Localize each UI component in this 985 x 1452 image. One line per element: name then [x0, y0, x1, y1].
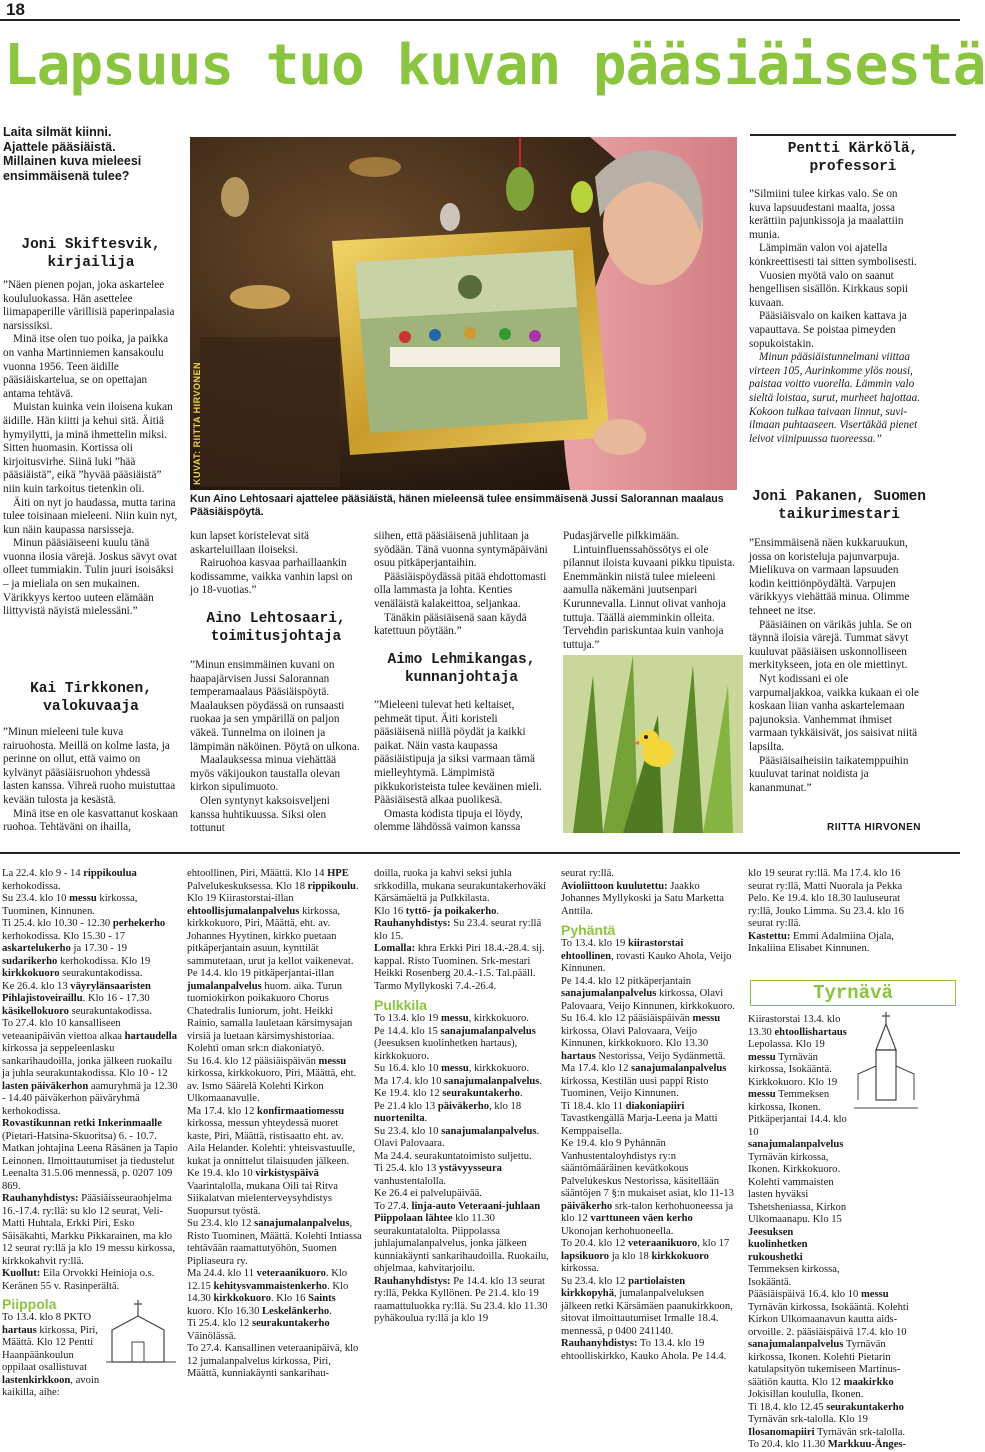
- article-text-col2b: [190, 659, 362, 836]
- listing-entry: Lomalla: khra Erkki Piri 18.4.-28.4. sij. kappal. Risto Tuominen. Srk-mestari Heikki Rosenberg 20.4.-1.5. Tal.pääll. Tarmo Myllykoski 7.4.-26.4.: [374, 943, 545, 992]
- article-text-col5b: [749, 537, 921, 795]
- article-text-col2a: [190, 530, 362, 598]
- paragraph: ”Minun mieleeni tule kuva rairuohosta. Meillä on kolme lasta, ja perinne on ollut, että vaimo on kylvänyt pääsiäisruohon yhdessä lasten kanssa. Vihreä ruoho muistuttaa kevään tulosta ja kesästä.: [3, 726, 176, 806]
- paragraph: Pudasjärvelle pilkkimään.: [563, 530, 680, 542]
- listing-entry: Ke 26.4 ei palvelupäivää.: [374, 1188, 482, 1199]
- paragraph: Minun pääsiäiseeni kuulu tänä vuonna ilosia värejä. Joskus sävyt ovat olleet tummiakin. Tulin juuri isoisäksi – ja mieliala on sen mukainen. Värikkyys kertoo uuteen elämään liittyvistä näyistä mielessäni.”: [3, 537, 177, 618]
- church-illustration: [104, 1296, 178, 1362]
- paragraph: ”Ensimmäisenä näen kukkaruukun, jossa on koristeluja pajunvarpuja. Mielikuva on varmaan lapsuuden kodin keittiönpöydältä. Varpujen värikkyys viehättää minua. Olimme tehneet ne itse.: [749, 537, 910, 617]
- listings-col4: [561, 868, 737, 1363]
- listings-rule: [0, 852, 960, 854]
- listing-entry: Kiirastorstai 13.4. klo 13.30 ehtoollishartaus Lepolassa. Klo 19 messu Tyrnävän kirkossa, Isokääntä. Kirkkokuoro. Klo 19 messu Temmeksen kirkossa, Ikonen. Pitkäperjantai 14.4. klo 10 sanajumalanpalvelus Tyrnävän kirkossa, Ikonen. Kirkkokuoro. Kolehti vammaisten lasten hyväksi Tshetsheniassa, Kirkon Ulkomaanapu. Klo 15 Jeesuksen kuolinhetken rukoushetki Temmeksen kirkossa, Isokääntä.: [748, 1014, 847, 1288]
- listing-entry: To 27.4. klo 10 kansalliseen veteaanipäivän viettoa alkaa hartaudella kirkossa ja seppeleenlasku sankarihaudoilla, jonka jälkeen ruokailu ja juhla seurakuntakodissa. Klo 10 - 12 lasten päiväkerhon aamuryhmä ja 12.30 - 14.40 päiväkerhon päiväryhmä kerhokodissa.: [2, 1018, 178, 1117]
- paragraph: Maalauksessa minua viehättää myös väkijoukon taustalla olevan kirkon sipulimuoto.: [190, 754, 341, 794]
- paragraph: Olen syntynyt kaksoisveljeni kanssa huhtikuussa. Siksi olen tottunut: [190, 794, 330, 835]
- article-text-col3a: [374, 530, 549, 639]
- listing-entry: klo 19 seurat ry:llä. Ma 17.4. klo 16 seurat ry:llä, Matti Nuorala ja Pekka Pelo. Ke 19.4. klo 18.30 lauluseurat ry:llä, Jouko Limma. Su 23.4. klo 16 seurat ry:llä.: [748, 868, 904, 929]
- listing-entry: To 20.4. klo 12 veteraanikuoro, klo 17 lapsikuoro ja klo 18 kirkkokuoro kirkossa.: [561, 1238, 730, 1274]
- paragraph: Minä itse olen tuo poika, ja paikka on vanha Martinniemen kansakoulu vuonna 1956. Teen äidille pääsiäiskartelua, se on opettajan antama tehtävä.: [3, 333, 169, 400]
- paragraph: Minä itse en ole kasvattanut koskaan ruohoa. Tehtäväni on ihailla,: [3, 807, 178, 834]
- photo-illustration: [190, 137, 737, 490]
- intro-line: Ajattele pääsiäistä.: [3, 139, 116, 154]
- church-icon: [104, 1296, 178, 1362]
- listing-entry: Pe 14.4. klo 15 sanajumalanpalvelus (Jeesuksen kuolinhetken hartaus), kirkkokuoro.: [374, 1025, 536, 1062]
- listings-col5a: [748, 868, 920, 956]
- listing-entry: doilla, ruoka ja kahvi seksi juhla srkkodilla, mukana seurakuntakerhoväki Kärsämäeltä ja Pulkkilasta.: [374, 868, 547, 904]
- paragraph: ”Mieleeni tulevat heti keltaiset, pehmeät tiput. Äiti koristeli pääsiäisenä niillä pöydät ja kaikki paikat. Näin vasta kaupassa pääsiäistipuja ja siksi varmaan tämä mielleyhtymä. Lämpimistä pikkukoristeista tulee keväinen mieli. Pääsiäisestä alkaa puolikesä.: [374, 699, 542, 807]
- chick-illustration: [563, 655, 743, 833]
- listings-col1: [2, 868, 180, 1293]
- paragraph: Pääsiäisvalo on kaiken kattava ja vapauttava. Se poistaa pimeyden sopukoistakin.: [749, 310, 907, 350]
- section-piippola: Piippola: [2, 1296, 57, 1312]
- intro-line: Millainen kuva mieleesi: [3, 154, 142, 168]
- listing-entry: Pääsiäispäivä 16.4. klo 10 messu Tyrnävän kirkossa, Isokääntä. Kolehti Kirkon Ulkomaanavun kautta aids-orvoille. 2. pääsiäispäivä 17.4. klo 10 sanajumalanpalvelus Tyrnävän kirkossa, Ikonen. Kolehti Pietarin katulapsityön tukemiseen Martinus-säätiön kautta. Klo 12 maakirkko Jokisillan koululla, Ikonen.: [748, 1289, 909, 1400]
- paragraph: Nyt kodissani ei ole varpumaljakkoa, vaikka kukaan ei ole koskaan liian vanha askartelemaan pajunoksia. Vanhemmat ihmiset varmaan tykkäisivät, jos saisivat niitä lapsilta.: [749, 672, 919, 753]
- top-rule: [0, 19, 960, 21]
- paragraph: Äiti on nyt jo haudassa, mutta tarina tulee toisinaan mieleeni. Niin kuin nyt, kun näin kaupassa narsisseja.: [3, 496, 178, 536]
- listings-col3: [374, 868, 550, 1326]
- article-text-col5a: [749, 188, 921, 446]
- listing-entry: Rovastikunnan retki Inkerinmaalle (Pietari-Hatsina-Skuoritsa) 6. - 10.7. Matkan johtajina Leena Räsänen ja Tapio Leinonen. Ilmoittautumiset ja tiedustelut Leenalta 31.5.06 mennessä, p. 0207 109 869.: [2, 1118, 178, 1192]
- article-text-col1a: [3, 279, 179, 619]
- byline-kai-tirkkonen: Kai Tirkkonen, valokuvaaja: [30, 681, 152, 715]
- listing-entry: Ke 19.4. klo 10 virkistyspäivä Vaarintalolla, mukana Oili tai Ritva Siikalatvan mielenterveysyhdistys Suopursut työstä.: [187, 1168, 338, 1217]
- paragraph: ”Silmiini tulee kirkas valo. Se on kuva lapsuudestani maalta, jossa kerättiin pajunkissoja ja maalattiin munia.: [749, 188, 904, 241]
- byline-joni-pakanen: Joni Pakanen, Suomen taikurimestari: [751, 489, 927, 523]
- paragraph: Muistan kuinka vein iloisena kukan äidille. Hän kiitti ja kehui sitä. Äitiä hymyilytti, ja minä ihmettelin miksi. Sitten huomasin. Kortissa oli kirjoitusvirhe. Siinä luki ”hää pääsiäistä”, eikä ”hyvää pääsiäistä” niin kuin tarkoitus tietenkin oli.: [3, 401, 173, 495]
- byline-aino-lehtosaari: Aino Lehtosaari, toimitusjohtaja: [206, 611, 346, 645]
- byline-pentti-karkola: Pentti Kärkölä, professori: [787, 141, 919, 175]
- listing-entry: Ma 24.4. klo 11 veteraanikuoro. Klo 12.15 kehitysvammaistenkerho. Klo 14.30 kirkkokuoro. Klo 16 Saints kuoro. Klo 16.30 Leskelänkerho.: [187, 1268, 349, 1317]
- listing-entry: To 27.4. Kansallinen veteraanipäivä, klo 12 jumalanpalvelus kirkossa, Piri, Määttä, kunniakäynti sankarihau-: [187, 1343, 359, 1379]
- intro-line: ensimmäisenä tulee?: [3, 168, 130, 183]
- article-text-col1b: [3, 726, 179, 835]
- listing-entry: Klo 16 tyttö- ja poikakerho.: [374, 905, 500, 917]
- listing-entry: Rauhanyhdistys: Pääsiäisseuraohjelma 16.-17.4. ry:llä: su klo 12 seurat, Veli-Matti Huhtala, Erkki Piri, Esko Säisäkahti, Markku Pikkarainen, ma klo 12 seurat ry:llä ja klo 19 messu kirkossa, kirkkokahvit ry:llä.: [2, 1193, 176, 1267]
- listing-entry: La 22.4. klo 9 - 14 rippikoulua kerhokodissa.: [2, 868, 137, 892]
- tyrnava-church-illustration: [852, 1010, 920, 1110]
- photo-caption: Kun Aino Lehtosaari ajattelee pääsiäistä, hänen mieleensä tulee ensimmäisenä Jussi Salorannan maalaus Pääsiäispöytä.: [190, 493, 724, 518]
- listing-entry: Ti 18.4. klo 12.45 seurakuntakerho Tyrnävän srk-talolla. Klo 19 Ilosanomapiiri Tyrnävän srk-talolla.: [748, 1401, 906, 1438]
- byline-joni-skiftesvik: Joni Skiftesvik, kirjailija: [21, 237, 161, 271]
- article-text-col3b: [374, 699, 549, 835]
- paragraph: Lintuinfluenssahössötys ei ole pilannut iloista kuvaani pikku tipuista. Enemmänkin niistä tulee mieleeni aamulla näkemäni juutsenpari Kurunnevalla. Linnut olivat vanhoja tuttuja. Täällä aiemminkin olleita. Tervehdin pariskuntaa kuin vanhoja tuttuja.”: [563, 543, 735, 651]
- paragraph: Omasta kodista tipuja ei löydy, olemme lähdössä vaimon kanssa: [374, 807, 523, 834]
- listings-col2: [187, 868, 362, 1381]
- byline-aimo-lehmikangas: Aimo Lehmikangas, kunnanjohtaja: [387, 652, 536, 686]
- article-text-col4: [563, 530, 743, 652]
- paragraph: Pääsiäisaiheisiin taikatemppuihin kuuluvat tarinat noidista ja kananmunat.”: [749, 754, 909, 794]
- listing-entry: Su 23.4. klo 10 sanajumalanpalvelus. Olavi Palovaara.: [374, 1125, 540, 1149]
- paragraph: Rairuohoa kasvaa parhaillaankin kodissamme, vaikka vanhin lapsi on jo 18-vuotias.”: [190, 557, 353, 597]
- listing-entry: Rauhanyhdistys: To 13.4. klo 19 ehtoolliskirkko, Kauko Ahola. Pe 14.4.: [561, 1338, 727, 1362]
- listing-entry: Su 16.4. klo 12 pääsiäispäivän messu kirkossa, kirkkokuoro, Piri, Määttä, eht. av. Ismo Säärelä Kolehti Kirkon Ulkomaanavulle.: [187, 1055, 357, 1104]
- listings-piippola: To 13.4. klo 8 PKTO hartaus kirkossa, Piri, Määttä. Klo 12 Pentti Haanpäänkoulun oppilaat osallistuvat lastenkirkkoon, avoin kaikilla, aihe:: [2, 1312, 100, 1398]
- listing-entry: Ma 24.4. seurakuntatoimisto suljettu.: [374, 1150, 532, 1162]
- listing-entry: Su 23.4. klo 12 sanajumalanpalvelus, Risto Tuominen, Määttä. Kolehti Intiassa tehtävään raamattutyöhön, Suomen Pipliaseura ry.: [187, 1218, 362, 1267]
- listing-entry: To 13.4. klo 19 messu, kirkkokuoro.: [374, 1013, 529, 1024]
- listing-entry: Ti 25.4. klo 12 seurakuntakerho Väinölässä.: [187, 1318, 330, 1342]
- listing-entry: Rauhanyhdistys: Su 23.4. seurat ry:llä klo 15.: [374, 918, 542, 942]
- section-pyhanta: Pyhäntä: [561, 922, 616, 938]
- paragraph: Tänäkin pääsiäisenä saan käydä katettuun pöytään.”: [374, 611, 527, 638]
- page-number: 18: [6, 0, 25, 19]
- intro-line: Laita silmät kiinni.: [3, 125, 112, 139]
- listing-entry: Ti 25.4. klo 13 ystävyysseura vanhustentalolla.: [374, 1163, 502, 1187]
- listing-entry: Su 23.4. klo 10 messu kirkossa, Tuominen, Kinnunen.: [2, 893, 138, 917]
- listing-entry: Ke 26.4. klo 13 väyrylänsaaristen Pihlajistoveiraillu. Klo 16 - 17.30 käsikellokuoro seurakuntakodissa.: [2, 980, 152, 1017]
- paragraph: Pääsiäispöydässä pitää ehdottomasti olla lammasta ja lohta. Kenties venäläistä kalakeittoa, seljankaa.: [374, 570, 547, 610]
- church-tower-icon: [852, 1010, 920, 1110]
- paragraph: siihen, että pääsiäisenä juhlitaan ja syödään. Tänä vuonna syntymäpäiväni osuu pitkäperjantaihin.: [374, 530, 548, 570]
- paragraph: ”Näen pienen pojan, joka askartelee koululuokassa. Hän asettelee liimapaperille värillisiä paperinpalasia narsissiksi.: [3, 279, 175, 332]
- section-pulkkila: Pulkkila: [374, 997, 427, 1013]
- listing-entry: Ke 19.4. klo 9 Pyhännän Vanhustentaloyhdistys ry:n sääntömääräinen kevätkokous Palvelukeskus Nestorissa, käsitellään sääntöjen 7 §:n mukaiset asiat, klo 11-13 päiväkerho srk-talon kerhohuoneessa ja klo 12 varttuneen väen kerho Ukonojan kerhohuoneella.: [561, 1138, 734, 1237]
- intro: [3, 125, 181, 183]
- listing-entry: Su 23.4. klo 12 partiolaisten kirkkopyhä, jumalanpalveluksen jälkeen retki Kärsämäen paanukirkkoon, sitovat ilmoittautumiset Irmalle 18.4. mennessä, p 0400 241140.: [561, 1275, 733, 1337]
- listing-entry: Pe 14.4. klo 12 pitkäperjantain sanajumalanpalvelus kirkossa, Olavi Palovaara, Veijo Kinnunen, kirkkokuoro.: [561, 975, 735, 1012]
- main-photo: [190, 137, 737, 490]
- listing-entry: Ti 18.4. klo 11 diakoniapiiri Tavastkengällä Marja-Leena ja Matti Kemppaisella.: [561, 1100, 718, 1137]
- sidebar-rule-top: [750, 134, 956, 136]
- listing-entry: Kastettu: Emmi Adalmiina Ojala, Inkaliina Elisabet Kinnunen.: [748, 930, 894, 954]
- listing-entry: Ke 19.4. klo 12 seurakuntakerho.: [374, 1088, 523, 1099]
- paragraph: Pääsiäinen on värikäs juhla. Se on täynnä iloisia värejä. Tummat sävyt kuuluvat pääsiäisen uskonnolliseen merkitykseen, jota en ole miettinyt.: [749, 618, 912, 672]
- paragraph: Minun pääsiäistunnelmani viittaa virteen 105, Aurinkomme ylös nousi, paistaa voitto vuorella. Lämmin valo sieltä loistaa, surut, murheet hajottaa. Kokoon tulkaa taivaan linnut, suvi-ilmaan puhtaaseen. Visertäkää pienet leivot viinipuussa tuoreessa.”: [749, 351, 921, 445]
- listing-entry: seurat ry:llä.: [561, 868, 614, 879]
- listing-entry: To 13.4. klo 19 kiirastorstai ehtoollinen, rovasti Kauko Ahola, Veijo Kinnunen.: [561, 938, 732, 974]
- paragraph: Lämpimän valon voi ajatella konkreettisesti tai sitten symbolisesti.: [749, 242, 917, 268]
- photo-credit: KUVAT: RIITTA HIRVONEN: [192, 362, 202, 485]
- listing-entry: Rauhanyhdistys: Pe 14.4. klo 13 seurat ry:llä, Pekka Kyllönen. Pe 21.4. klo 19 raamattuluokka ry:llä. Su 23.4. klo 11.30 pyhäkoulua ry:llä ja klo 19: [374, 1275, 548, 1324]
- paragraph: ”Minun ensimmäinen kuvani on haapajärvisen Jussi Salorannan temperamaalaus Pääsiäispöytä. Maalauksen pöydässä on runsaasti ruokaa ja sen ympärillä on paljon väkeä. Tunnelma on iloinen ja lämpimän näköinen. Pöytä on ulkona.: [190, 659, 360, 753]
- listing-entry: To 20.4. klo 11.30 Markkuu-Änges-: [748, 1439, 907, 1450]
- listing-entry: Ma 17.4. klo 12 sanajumalanpalvelus kirkossa, Kestilän uusi pappi Risto Tuominen, Veijo Kinnunen.: [561, 1063, 727, 1099]
- listing-entry: Avioliittoon kuulutettu: Jaakko Johannes Myllykoski ja Satu Marketta Anttila.: [561, 880, 725, 917]
- paragraph: kun lapset koristelevat sitä askarteluillaan iloiseksi.: [190, 530, 309, 556]
- listing-entry: Su 16.4. klo 10 messu, kirkkokuoro.: [374, 1063, 530, 1074]
- listing-entry: To 27.4. linja-auto Veteraani-juhlaan Piippolaan lähtee klo 11.30 seurakuntatalolta. Piippolassa juhlajumalanpalvelus, jonka jälkeen kunniakäynti sankarihaudoilla. Ruokailu, ohjelmaa, kahvitarjoilu.: [374, 1200, 549, 1274]
- listing-entry: Su 16.4. klo 12 pääsiäispäivän messu kirkossa, Olavi Palovaara, Veijo Kinnunen, kirkkokuoro. Klo 13.30 hartaus Nestorissa, Veijo Sydänmettä.: [561, 1013, 726, 1062]
- listing-entry: Kuollut: Eila Orvokki Heinioja o.s. Keränen 55 v. Rasinperältä.: [2, 1268, 155, 1292]
- listing-entry: Pe 21.4 klo 13 päiväkerho, klo 18 nuorteniltа.: [374, 1100, 522, 1124]
- section-tyrnava: Tyrnävä: [750, 980, 956, 1006]
- listing-entry: Ma 17.4. klo 10 sanajumalanpalvelus.: [374, 1075, 543, 1087]
- listing-entry: Pe 14.4. klo 19 pitkäperjantai-illan jumalanpalvelus huom. aika. Turun tuomiokirkon poikakuoro Chorus Chatedralis Iuniorum, joht. Heikki Rainio, samalla lauletaan kärsimysajan virsiä ja luetaan kärsimyshistoriaa. Kolehti oman srk:n diakoniatyö.: [187, 968, 353, 1054]
- chick-photo: [563, 655, 743, 833]
- paragraph: Vuosien myötä valo on saanut hengellisen sisällön. Kirkkaus sopii kuvaan.: [749, 269, 909, 309]
- listing-entry: ehtoollinen, Piri, Määttä. Klo 14 HPE Palvelukeskuksessa. Klo 18 rippikoulu. Klo 19 Kiirastorstai-illan ehtoollisjumalanpalvelus kirkossa, kirkkokuoro, Piri, Määttä, eht. av. Johannes Hyytinen, kirkko puetaan pitkäperjantain asuun, kynttilät sammutetaan, urut ja kellot vaikenevat.: [187, 868, 359, 967]
- listing-entry: Ti 25.4. klo 10.30 - 12.30 perhekerho kerhokodissa. Klo 15.30 - 17 askartelukerho ja 17.30 - 19 sudarikerho kerhokodissa. Klo 19 kirkkokuoro seurakuntakodissa.: [2, 918, 166, 979]
- headline: Lapsuus tuo kuvan pääsiäisestä: [4, 33, 985, 98]
- author-signature: RIITTA HIRVONEN: [827, 822, 921, 833]
- listing-entry: Ma 17.4. klo 12 konfirmaatiomessu kirkossa, messun yhteydessä nuoret kaste, Piri, Määttä, ristisaatto eht. av. Aila Helander. Kolehti: yhteisvastuulle, kukat ja onnittelut tilaisuuden jälkeen.: [187, 1105, 355, 1167]
